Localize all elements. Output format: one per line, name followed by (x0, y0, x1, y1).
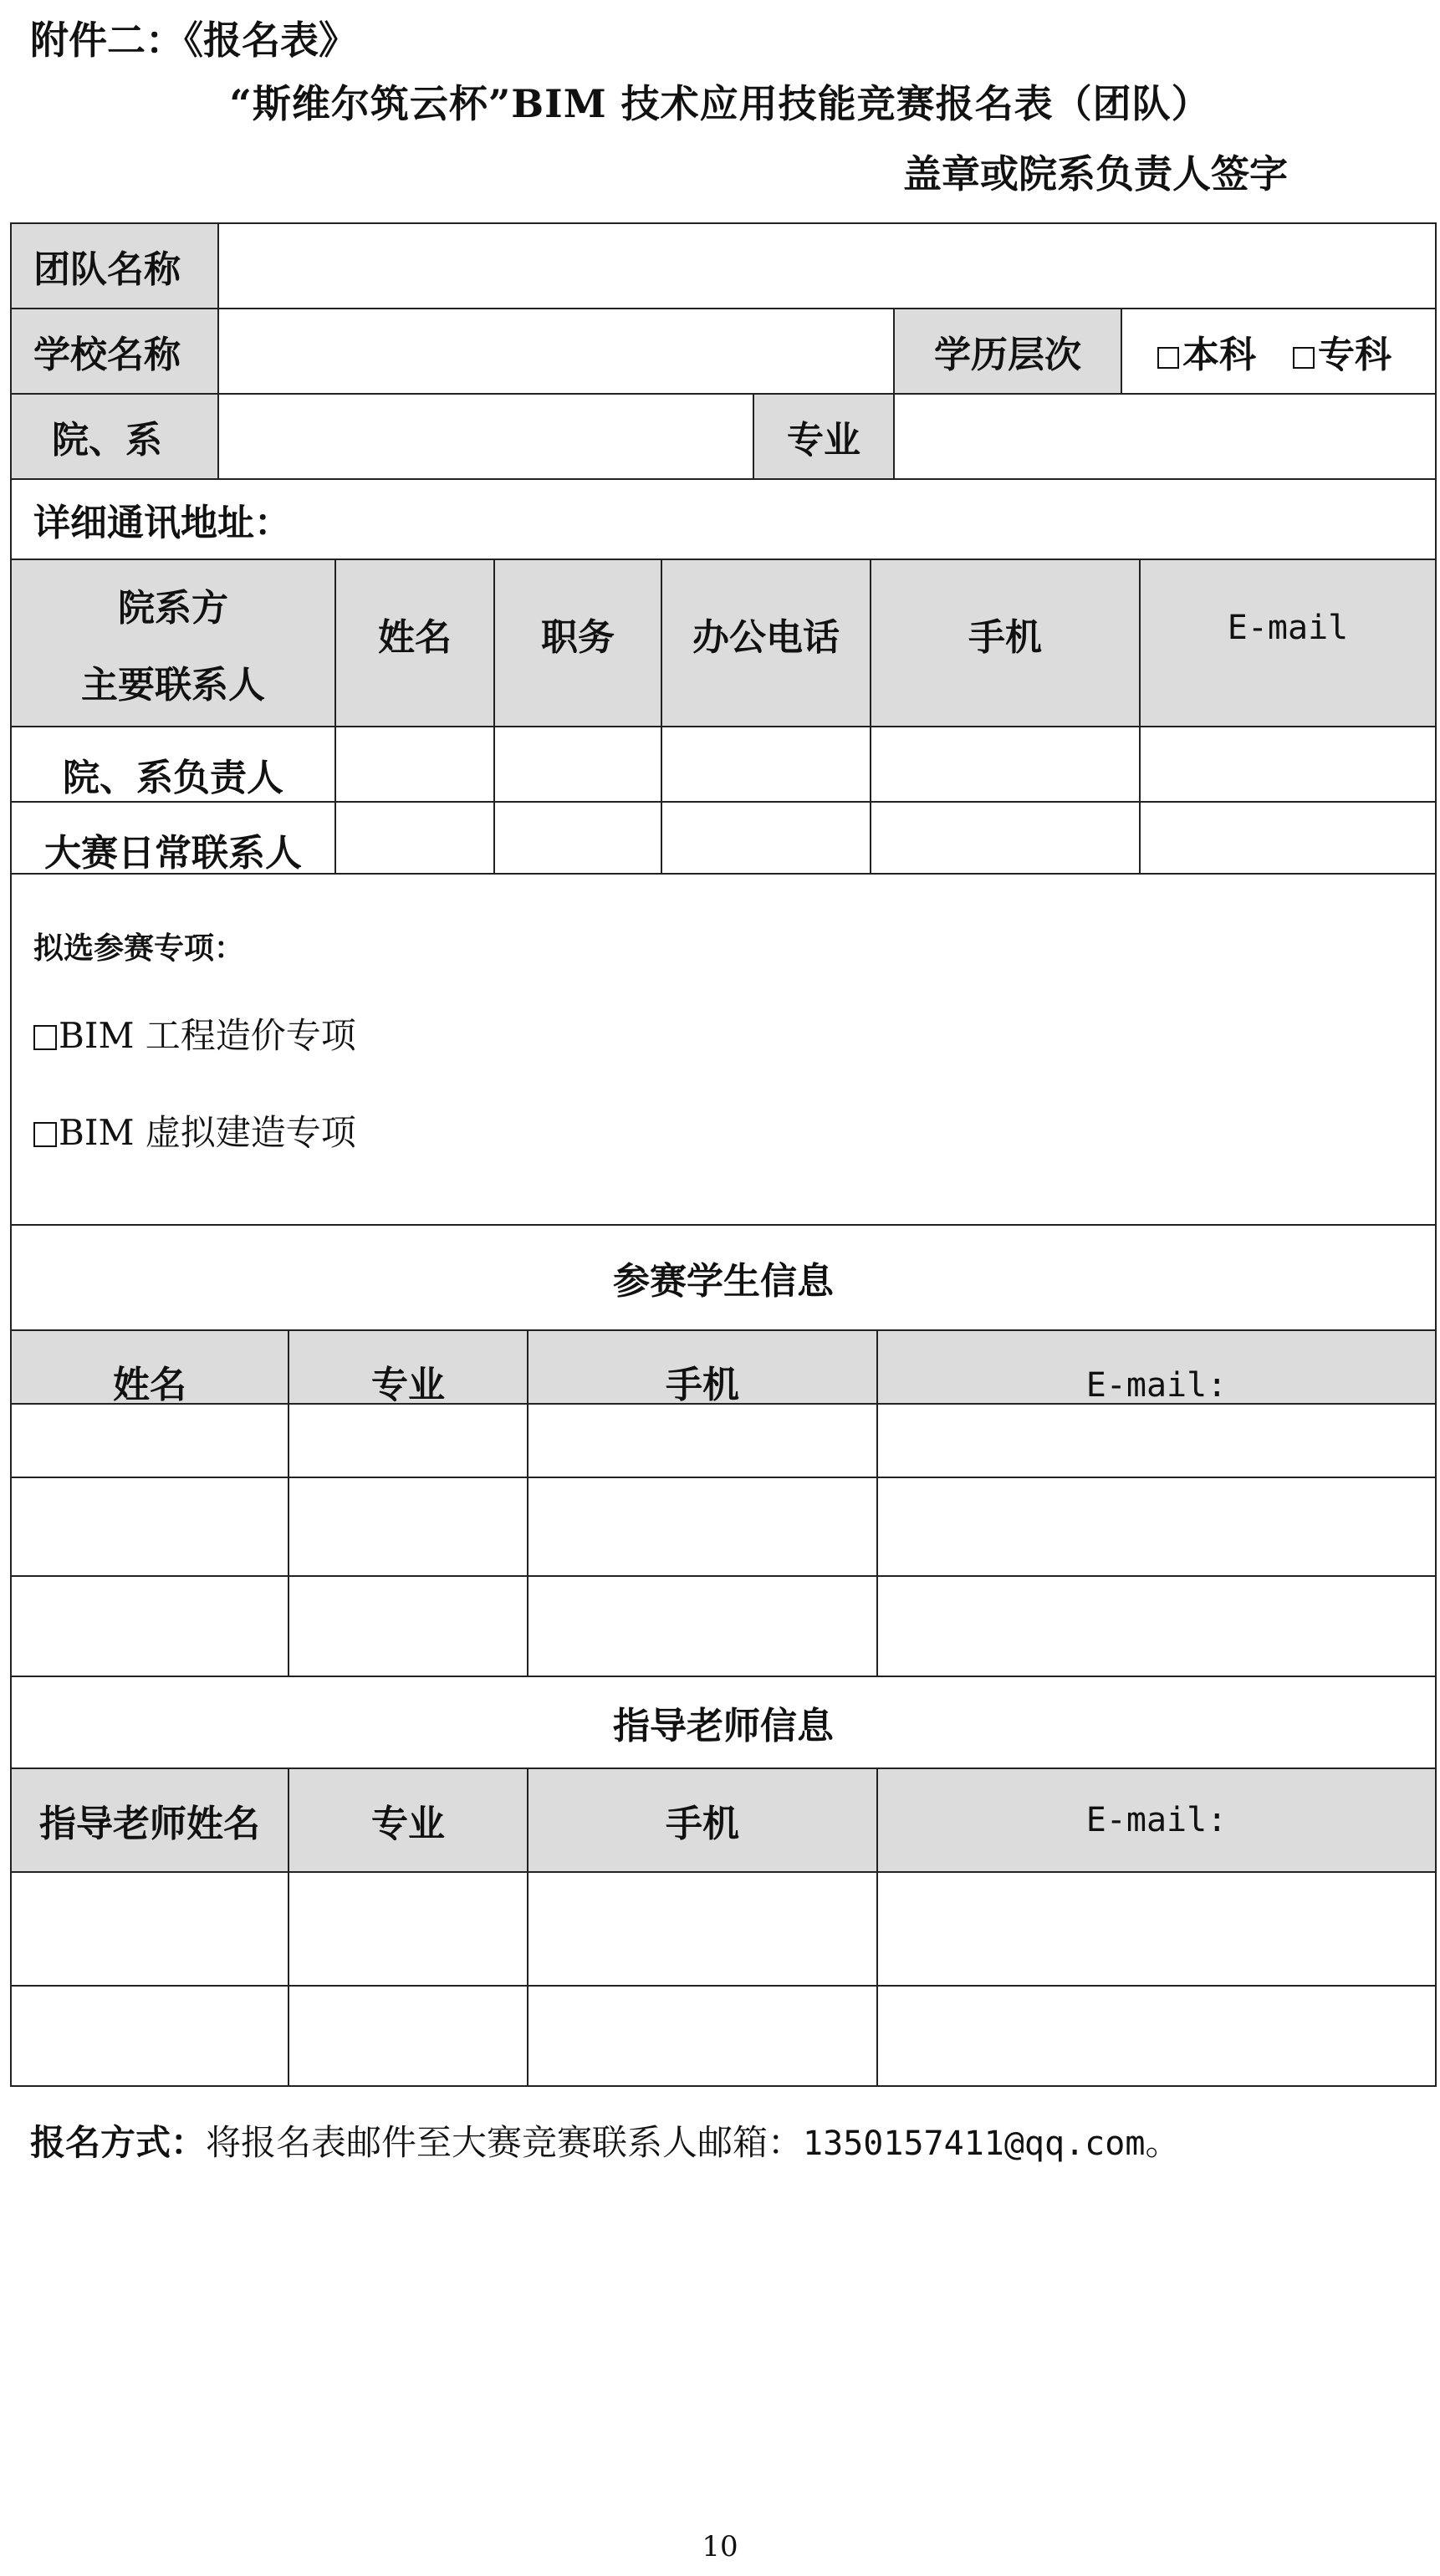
student-row-3-name[interactable] (10, 1575, 289, 1677)
teachers-header-mobile (527, 1767, 878, 1873)
student-row-1-email[interactable] (876, 1403, 1437, 1478)
teacher-row-2-major[interactable] (288, 1985, 529, 2087)
option-associate[interactable] (1293, 324, 1391, 378)
address-label: 详细通讯地址： (33, 502, 291, 544)
teacher-row-1-mobile[interactable] (527, 1871, 878, 1987)
students-header-email (876, 1329, 1437, 1405)
contacts-email-header (1139, 559, 1437, 727)
teachers-header-name (10, 1767, 289, 1873)
students-title: 参赛学生信息 (613, 1260, 834, 1303)
contact-row-daily-label-cell (10, 801, 336, 875)
teacher-row-2-mobile[interactable] (527, 1985, 878, 2087)
student-row-3-major[interactable] (288, 1575, 529, 1677)
contacts-name-header (334, 559, 495, 727)
contact-row-head-label-cell (10, 726, 336, 803)
page-number: 10 (702, 2530, 738, 2563)
major-label-cell (753, 393, 895, 480)
student-row-1-name[interactable] (10, 1403, 289, 1478)
contacts-mobile-header (870, 559, 1141, 727)
student-row-3-mobile[interactable] (527, 1575, 878, 1677)
contact-row-daily-email[interactable] (1139, 801, 1437, 875)
students-header-name (10, 1329, 289, 1405)
student-row-3-email[interactable] (876, 1575, 1437, 1677)
student-row-2-major[interactable] (288, 1477, 529, 1577)
teacher-row-1-name[interactable] (10, 1871, 289, 1987)
contact-row-head-position[interactable] (493, 726, 662, 803)
event-virtual-label: BIM 虚拟建造专项 (59, 1112, 356, 1153)
registration-end: 。 (1145, 2122, 1181, 2163)
contacts-role-line1: 院系方 (118, 587, 228, 630)
contact-row-head-email[interactable] (1139, 726, 1437, 803)
contact-row-daily-name[interactable] (334, 801, 495, 875)
contact-row-daily-office-phone[interactable] (661, 801, 871, 875)
teacher-row-1-major[interactable] (288, 1871, 529, 1987)
team-name-label-cell (10, 222, 219, 309)
contacts-email-label: E-mail (1227, 609, 1349, 647)
stamp-note: 盖章或院系负责人签字 (903, 151, 1288, 196)
students-header-email-label: E-mail: (1085, 1366, 1228, 1405)
registration-line (30, 2115, 1180, 2165)
teacher-row-1-email[interactable] (876, 1871, 1437, 1987)
associate-label: 专科 (1318, 334, 1391, 376)
registration-text: 将报名表邮件至大赛竞赛联系人邮箱： (206, 2122, 804, 2163)
associate-checkbox[interactable] (1293, 347, 1315, 369)
teachers-header-name-label: 指导老师姓名 (39, 1803, 260, 1845)
event-cost-label: BIM 工程造价专项 (59, 1015, 356, 1056)
team-name-field[interactable] (217, 222, 1437, 309)
student-row-2-email[interactable] (876, 1477, 1437, 1577)
students-header-mobile (527, 1329, 878, 1405)
contacts-office-phone-label: 办公电话 (692, 616, 840, 659)
teachers-header-major (288, 1767, 529, 1873)
student-row-1-major[interactable] (288, 1403, 529, 1478)
contact-row-daily-mobile[interactable] (870, 801, 1141, 875)
teacher-row-2-name[interactable] (10, 1985, 289, 2087)
student-row-2-mobile[interactable] (527, 1477, 878, 1577)
contacts-mobile-label: 手机 (968, 616, 1042, 659)
contacts-position-label: 职务 (541, 616, 615, 659)
major-label: 专业 (787, 419, 860, 462)
teachers-title-cell (10, 1676, 1437, 1769)
contact-row-daily-label: 大赛日常联系人 (44, 832, 302, 875)
event-virtual-checkbox[interactable] (33, 1122, 57, 1147)
teachers-header-major-label: 专业 (371, 1803, 445, 1845)
contacts-role-header (10, 559, 336, 727)
contact-row-head-mobile[interactable] (870, 726, 1141, 803)
contacts-office-phone-header (661, 559, 871, 727)
registration-email[interactable]: 1350157411@qq.com (803, 2125, 1146, 2163)
students-header-major (288, 1329, 529, 1405)
teachers-header-email (876, 1767, 1437, 1873)
school-name-field[interactable] (217, 308, 895, 395)
education-level-label-cell (893, 308, 1122, 395)
teacher-row-2-email[interactable] (876, 1985, 1437, 2087)
teachers-title: 指导老师信息 (613, 1705, 834, 1747)
event-option-virtual[interactable] (33, 1105, 356, 1155)
education-level-label: 学历层次 (934, 334, 1081, 376)
contacts-position-header (493, 559, 662, 727)
teachers-header-mobile-label: 手机 (666, 1803, 739, 1845)
contacts-role-line2: 主要联系人 (81, 664, 265, 706)
address-cell[interactable] (10, 478, 1437, 560)
students-header-mobile-label: 手机 (666, 1364, 739, 1406)
event-option-cost[interactable] (33, 1008, 356, 1058)
student-row-2-name[interactable] (10, 1477, 289, 1577)
students-title-cell (10, 1224, 1437, 1331)
school-name-label-cell (10, 308, 219, 395)
contact-row-daily-position[interactable] (493, 801, 662, 875)
student-row-1-mobile[interactable] (527, 1403, 878, 1478)
events-section (10, 873, 1437, 1226)
contact-row-head-label: 院、系负责人 (63, 757, 283, 799)
students-header-name-label: 姓名 (113, 1364, 186, 1406)
contact-row-head-office-phone[interactable] (661, 726, 871, 803)
undergraduate-label: 本科 (1182, 334, 1256, 376)
registration-label: 报名方式： (30, 2122, 207, 2163)
team-name-label: 团队名称 (33, 248, 181, 291)
department-field[interactable] (217, 393, 754, 480)
contacts-name-label: 姓名 (378, 616, 452, 659)
attachment-label: 附件二：《报名表》 (30, 18, 357, 63)
option-undergraduate[interactable] (1157, 324, 1256, 378)
department-label-cell (10, 393, 219, 480)
undergraduate-checkbox[interactable] (1157, 347, 1179, 369)
education-level-options (1121, 308, 1437, 395)
students-header-major-label: 专业 (371, 1364, 445, 1406)
contact-row-head-name[interactable] (334, 726, 495, 803)
department-label: 院、系 (52, 419, 162, 462)
events-label: 拟选参赛专项： (33, 931, 245, 966)
form-title: “斯维尔筑云杯”BIM 技术应用技能竞赛报名表（团队） (229, 81, 1211, 126)
school-name-label: 学校名称 (33, 334, 181, 376)
event-cost-checkbox[interactable] (33, 1025, 57, 1050)
major-field[interactable] (893, 393, 1437, 480)
teachers-header-email-label: E-mail: (1085, 1801, 1228, 1839)
